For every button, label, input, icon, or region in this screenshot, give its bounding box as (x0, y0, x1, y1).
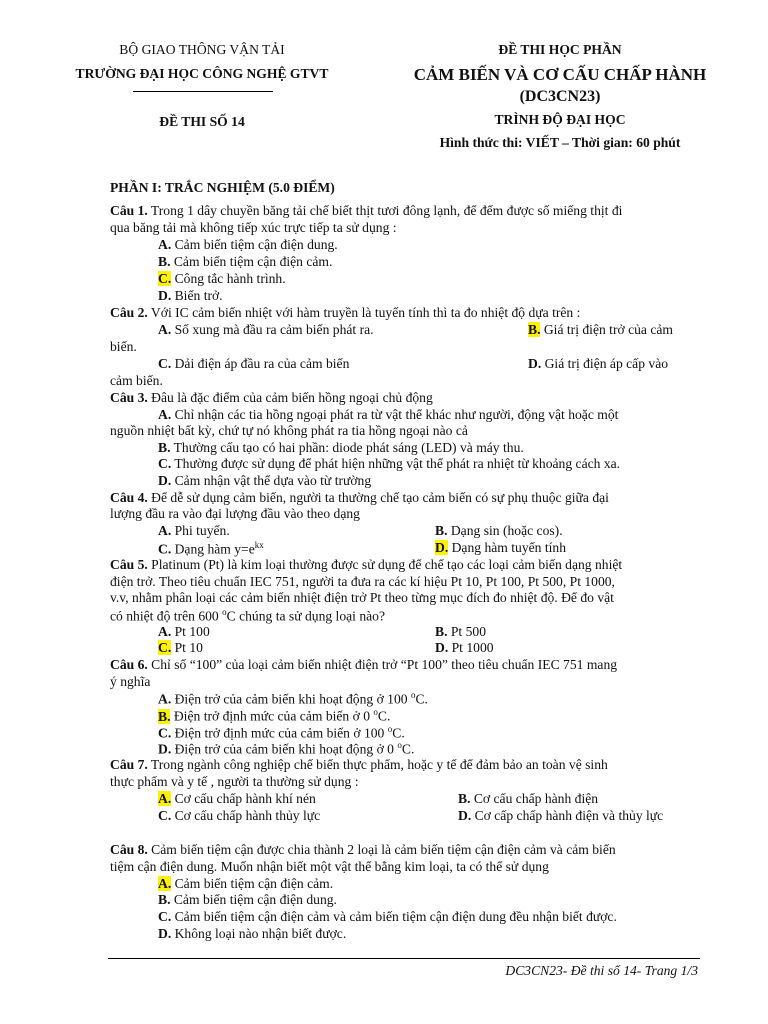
q3-option-b-key: B. (158, 440, 171, 455)
question-7-text-1: Trong ngành công nghiệp chế biến thực phẩm, hoặc y tế để đảm bảo an toàn vệ sinh (147, 757, 608, 772)
q6-option-c (158, 724, 405, 742)
unit: C. (392, 725, 405, 741)
question-2-text-1: Với IC cảm biến nhiệt với hàm truyền là tuyến tính thì ta đo nhiệt độ dựa trên : (147, 305, 581, 320)
degree-sup: o (373, 707, 378, 717)
q8-option-d (158, 926, 346, 942)
q1-option-a-text: Cảm biến tiệm cận điện dung. (171, 237, 338, 252)
q4-option-a-text: Phi tuyến. (171, 523, 230, 538)
question-7-line-1 (110, 757, 608, 773)
course-code: (DC3CN23) (519, 88, 601, 105)
q6-answer-highlight: B. (158, 708, 171, 724)
q5-answer-highlight: C. (158, 640, 172, 655)
q4-option-b (435, 523, 563, 539)
q4-option-c-text: Dạng hàm y=e (171, 541, 255, 557)
q7-option-c-key: C. (158, 808, 172, 823)
q2-option-c-text: Dải điện áp đầu ra của cảm biến (171, 356, 350, 371)
q1-option-c (158, 271, 286, 287)
unit: C. (401, 741, 415, 757)
q3-option-c-key: C. (158, 456, 172, 471)
q5-option-c (158, 640, 203, 656)
q6-option-c-key: C. (158, 725, 172, 741)
question-4-line-2: lượng đầu ra vào đại lượng đầu vào theo dạng (110, 506, 360, 521)
q1-option-d-text: Biến trở. (171, 288, 223, 303)
q7-option-d-key: D. (458, 808, 472, 823)
question-6-label: Câu 6. (110, 657, 148, 672)
q4-option-d (435, 540, 566, 556)
q2-option-a-key: A. (158, 322, 172, 337)
q4-option-c (158, 540, 264, 558)
degree-sup: o (397, 740, 402, 750)
question-7-line-2: thực phẩm và y tế , người ta thường sử dụng : (110, 774, 359, 789)
q4-option-c-key: C. (158, 541, 172, 557)
q1-option-d-key: D. (158, 288, 172, 303)
q4-option-a (158, 523, 230, 539)
q1-option-a (158, 237, 338, 253)
q5-option-b-text: Pt 500 (447, 624, 486, 639)
exam-form: Hình thức thi: VIẾT – Thời gian: 60 phút (439, 135, 681, 150)
question-1-line-1 (110, 203, 622, 219)
q3-option-a-text: Chỉ nhận các tia hồng ngoại phát ra từ vật thể khác như người, động vật hoặc một (171, 407, 619, 422)
q2-option-a (158, 322, 374, 338)
question-5-line-4 (110, 607, 385, 625)
question-5-line-1 (110, 557, 622, 573)
q5-option-c-text: Pt 10 (171, 640, 203, 655)
q2-option-b-text: Giá trị điện trở của cảm (540, 322, 673, 337)
question-4-line-1 (110, 490, 609, 506)
q3-option-b-text: Thường cấu tạo có hai phần: diode phát sáng (LED) và máy thu. (170, 440, 524, 455)
q7-option-d-text: Cơ cấp chấp hành điện và thủy lực (471, 808, 664, 823)
q5-option-d (435, 640, 494, 656)
degree-sup: o (222, 607, 227, 617)
q5-option-a-key: A. (158, 624, 172, 639)
unit: C. (377, 708, 391, 724)
q1-option-b-text: Cảm biến tiệm cận điện cảm. (170, 254, 333, 269)
q3-option-a (158, 407, 618, 423)
question-7-label: Câu 7. (110, 757, 148, 772)
q8-option-b-text: Cảm biến tiệm cận điện dung. (170, 892, 337, 907)
q5-option-d-text: Pt 1000 (448, 640, 494, 655)
question-3-label: Câu 3. (110, 390, 148, 405)
question-3-line-1 (110, 390, 433, 406)
unit: C. (415, 691, 428, 707)
q2-option-d (528, 356, 668, 372)
q3-option-d (158, 473, 371, 489)
q6-option-b-text: Điện trở định mức của cảm biến ở 0 (170, 708, 374, 724)
question-1-text-1: Trong 1 dây chuyền băng tải chế biết thịt tươi đông lạnh, để đếm được số miếng thịt đi (147, 203, 623, 218)
q3-option-d-text: Cảm nhận vật thể dựa vào từ trường (171, 473, 372, 488)
q2-answer-highlight: B. (528, 322, 541, 337)
page-footer: DC3CN23- Đề thi số 14- Trang 1/3 (505, 963, 698, 978)
degree-sup: o (387, 724, 393, 734)
q6-option-d (158, 740, 414, 758)
question-6-line-2: ý nghĩa (110, 674, 151, 689)
question-3-text-1: Đâu là đặc điểm của cảm biến hồng ngoại chủ động (147, 390, 433, 405)
question-2-line-1 (110, 305, 580, 321)
degree-sup: o (410, 690, 416, 700)
q8-option-b-key: B. (158, 892, 171, 907)
q7-option-a-text: Cơ cấu chấp hành khí nén (171, 791, 316, 806)
q5-option-a-text: Pt 100 (171, 624, 210, 639)
q3-option-a-cont: nguồn nhiệt bất kỳ, chứ tự nó không phát ra tia hồng ngoại nào cả (110, 423, 468, 438)
question-8-label: Câu 8. (110, 842, 148, 857)
q5-option-d-key: D. (435, 640, 449, 655)
q7-answer-highlight: A. (158, 791, 172, 806)
q2-option-c-key: C. (158, 356, 172, 371)
q8-option-a (158, 876, 333, 892)
question-5-line-3: v.v, nhằm phân loại các cảm biến nhiệt điện trở Pt theo từng mục đích đo nhiệt độ. Để đo vật (110, 590, 614, 605)
question-5-text-4a: có nhiệt độ trên 600 (110, 608, 223, 624)
q2-option-b-cont: biến. (110, 339, 137, 354)
q2-option-a-text: Số xung mà đầu ra cảm biến phát ra. (171, 322, 374, 337)
exam-level: TRÌNH ĐỘ ĐẠI HỌC (494, 112, 626, 127)
q6-option-d-text: Điện trở của cảm biến khi hoạt động ở 0 (171, 741, 398, 757)
question-8-line-2: tiệm cận điện dung. Muốn nhận biết một vật thể bằng kim loại, ta có thể sử dụng (110, 859, 549, 874)
q6-option-d-key: D. (158, 741, 172, 757)
question-8-text-1: Cảm biến tiệm cận được chia thành 2 loại là cảm biến tiệm cận điện cảm và cảm biến (147, 842, 616, 857)
question-5-text-4b: C chúng ta sử dụng loại nào? (226, 608, 386, 624)
q7-option-b-text: Cơ cấu chấp hành điện (470, 791, 599, 806)
q8-option-d-key: D. (158, 926, 172, 941)
question-6-line-1 (110, 657, 617, 673)
footer-rule (108, 958, 700, 959)
q4-option-c-exponent: kx (254, 540, 264, 550)
course-name: CẢM BIẾN VÀ CƠ CẤU CHẤP HÀNH (413, 65, 707, 84)
q6-option-a-text: Điện trở của cảm biến khi hoạt động ở 100 (171, 691, 411, 707)
q2-option-d-cont: cảm biến. (110, 373, 163, 388)
q8-option-d-text: Không loại nào nhận biết được. (171, 926, 347, 941)
question-2-label: Câu 2. (110, 305, 148, 320)
q8-answer-highlight: A. (158, 876, 172, 891)
exam-number: ĐỀ THI SỐ 14 (159, 114, 245, 129)
q8-option-c-key: C. (158, 909, 172, 924)
university-name: TRƯỜNG ĐẠI HỌC CÔNG NGHỆ GTVT (75, 66, 329, 81)
q4-option-a-key: A. (158, 523, 172, 538)
q2-option-d-key: D. (528, 356, 542, 371)
q8-option-a-text: Cảm biến tiệm cận điện cảm. (171, 876, 334, 891)
q7-option-b-key: B. (458, 791, 471, 806)
q6-option-a-key: A. (158, 691, 172, 707)
q2-option-b (528, 322, 673, 338)
header-underline (133, 91, 273, 92)
q7-option-a (158, 791, 316, 807)
q5-option-b-key: B. (435, 624, 448, 639)
question-5-line-2: điện trở. Theo tiêu chuẩn IEC 751, người ta đưa ra các kí hiệu Pt 10, Pt 100, Pt 500, Pt 1000, (110, 574, 615, 589)
question-5-label: Câu 5. (110, 557, 148, 572)
q7-option-c-text: Cơ cấu chấp hành thủy lực (171, 808, 321, 823)
question-4-text-1: Để dễ sử dụng cảm biến, người ta thường chế tạo cảm biến có sự phụ thuộc giữa đại (147, 490, 609, 505)
q4-answer-highlight: D. (435, 540, 449, 555)
q8-option-c-text: Cảm biến tiệm cận điện cảm và cảm biến tiệm cận điện dung đều nhận biết được. (171, 909, 617, 924)
q1-option-c-text: Công tắc hành trình. (171, 271, 286, 286)
question-1-label: Câu 1. (110, 203, 148, 218)
q8-option-b (158, 892, 337, 908)
q5-option-b (435, 624, 486, 640)
q3-option-d-key: D. (158, 473, 172, 488)
ministry-name: BỘ GIAO THÔNG VẬN TẢI (119, 42, 285, 57)
q3-option-a-key: A. (158, 407, 172, 422)
question-1-line-2: qua băng tải mà không tiếp xúc trực tiếp ta sử dụng : (110, 220, 397, 235)
q7-option-b (458, 791, 598, 807)
q8-option-c (158, 909, 617, 925)
q2-option-d-text: Giá trị điện áp cấp vào (541, 356, 669, 371)
question-5-text-1: Platinum (Pt) là kim loại thường được sử dụng để chế tạo các loại cảm biến dạng nhiệt (147, 557, 623, 572)
q3-option-b (158, 440, 524, 456)
q4-option-d-text: Dạng hàm tuyến tính (448, 540, 567, 555)
q6-option-b (158, 707, 390, 725)
q1-answer-highlight: C. (158, 271, 172, 286)
q4-option-b-key: B. (435, 523, 448, 538)
q1-option-b-key: B. (158, 254, 171, 269)
q1-option-b (158, 254, 332, 270)
question-6-text-1: Chỉ số “100” của loại cảm biến nhiệt điện trở “Pt 100” theo tiêu chuẩn IEC 751 mang (147, 657, 618, 672)
section-title: PHẦN I: TRẮC NGHIỆM (5.0 ĐIỂM) (110, 180, 335, 195)
q1-option-a-key: A. (158, 237, 172, 252)
exam-type: ĐỀ THI HỌC PHẦN (498, 42, 622, 57)
q7-option-d (458, 808, 663, 824)
q3-option-c (158, 456, 620, 472)
q1-option-d (158, 288, 223, 304)
q6-option-c-text: Điện trở định mức của cảm biến ở 100 (171, 725, 388, 741)
q4-option-b-text: Dạng sin (hoặc cos). (447, 523, 563, 538)
q6-option-a (158, 690, 428, 708)
q5-option-a (158, 624, 210, 640)
q3-option-c-text: Thường được sử dụng để phát hiện những vật thể phát ra nhiệt từ khoảng cách xa. (171, 456, 621, 471)
question-8-line-1 (110, 842, 616, 858)
q2-option-c (158, 356, 349, 372)
question-4-label: Câu 4. (110, 490, 148, 505)
q7-option-c (158, 808, 320, 824)
